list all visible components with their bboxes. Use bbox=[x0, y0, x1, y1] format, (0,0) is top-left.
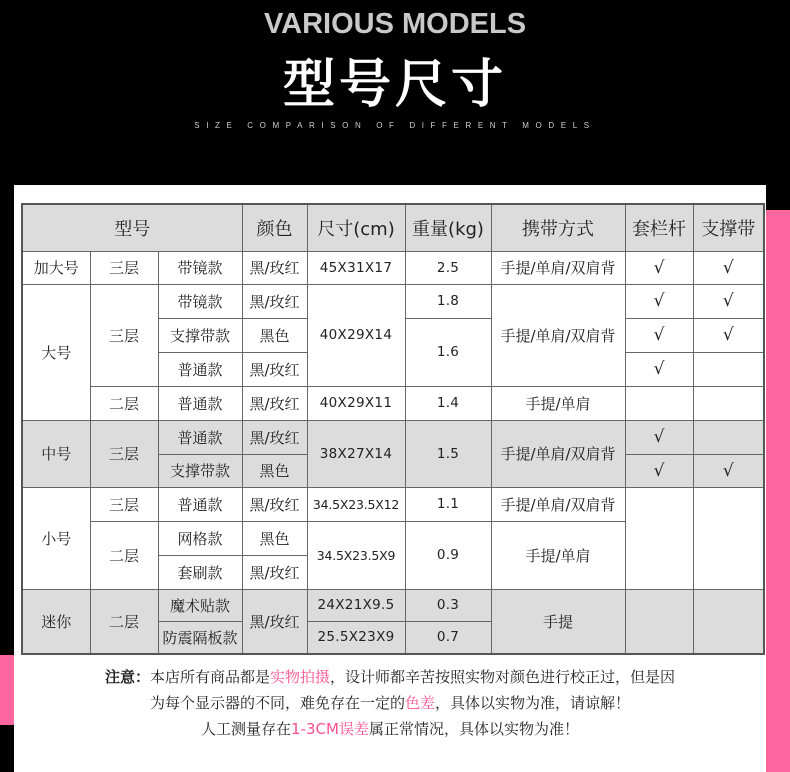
layer-cell: 二层 bbox=[90, 521, 158, 589]
table-row bbox=[22, 251, 764, 284]
size-cell: 38X27X14 bbox=[307, 420, 405, 487]
header-size: 尺寸(cm) bbox=[307, 204, 405, 251]
weight-cell: 1.6 bbox=[405, 318, 491, 386]
carry-cell: 手提/单肩/双肩背 bbox=[491, 487, 625, 521]
strap-empty bbox=[693, 386, 764, 420]
color-cell: 黑色 bbox=[242, 521, 307, 555]
rail-check: √ bbox=[625, 284, 693, 318]
size-cell: 45X31X17 bbox=[307, 251, 405, 284]
rail-check: √ bbox=[625, 251, 693, 284]
notes-text: ，具体以实物为准，请谅解！ bbox=[435, 694, 631, 712]
size-cell: 40X29X11 bbox=[307, 386, 405, 420]
notes-line-1 bbox=[14, 664, 766, 690]
table-row bbox=[22, 420, 764, 454]
header-weight: 重量(kg) bbox=[405, 204, 491, 251]
rail-empty bbox=[625, 487, 693, 589]
notes bbox=[14, 664, 766, 742]
strap-empty bbox=[693, 420, 764, 454]
notes-highlight: 1-3CM误差 bbox=[291, 720, 369, 738]
header-carry: 携带方式 bbox=[491, 204, 625, 251]
layer-cell: 三层 bbox=[90, 251, 158, 284]
style-cell: 普通款 bbox=[158, 352, 242, 386]
table-row bbox=[22, 386, 764, 420]
header-rail: 套栏杆 bbox=[625, 204, 693, 251]
color-cell: 黑色 bbox=[242, 318, 307, 352]
notes-text: 为每个显示器的不同，难免存在一定的 bbox=[149, 694, 405, 712]
notes-highlight: 实物拍摄 bbox=[270, 668, 331, 686]
layer-cell: 三层 bbox=[90, 420, 158, 487]
style-cell: 带镜款 bbox=[158, 251, 242, 284]
table-row bbox=[22, 487, 764, 521]
model-cell: 大号 bbox=[22, 284, 90, 420]
strap-check: √ bbox=[693, 454, 764, 487]
style-cell: 普通款 bbox=[158, 386, 242, 420]
weight-cell: 1.1 bbox=[405, 487, 491, 521]
color-cell: 黑/玫红 bbox=[242, 589, 307, 654]
header-model: 型号 bbox=[22, 204, 242, 251]
rail-check: √ bbox=[625, 352, 693, 386]
rail-empty bbox=[625, 589, 693, 654]
style-cell: 支撑带款 bbox=[158, 454, 242, 487]
subtitle: SIZE COMPARISON OF DIFFERENT MODELS bbox=[194, 121, 596, 130]
title-cn: 型号尺寸 bbox=[282, 55, 507, 115]
rail-check: √ bbox=[625, 318, 693, 352]
notes-line-3 bbox=[14, 716, 766, 742]
carry-cell: 手提/单肩 bbox=[491, 521, 625, 589]
notes-text: 属正常情况，具体以实物为准！ bbox=[368, 720, 579, 738]
weight-cell: 1.5 bbox=[405, 420, 491, 487]
header-color: 颜色 bbox=[242, 204, 307, 251]
carry-cell: 手提/单肩/双肩背 bbox=[491, 420, 625, 487]
notes-label: 注意： bbox=[104, 668, 150, 686]
weight-cell: 2.5 bbox=[405, 251, 491, 284]
carry-cell: 手提 bbox=[491, 589, 625, 654]
rail-empty bbox=[625, 386, 693, 420]
size-table bbox=[21, 203, 765, 655]
carry-cell: 手提/单肩 bbox=[491, 386, 625, 420]
layer-cell: 二层 bbox=[90, 589, 158, 654]
color-cell: 黑/玫红 bbox=[242, 284, 307, 318]
style-cell: 普通款 bbox=[158, 420, 242, 454]
style-cell: 防震隔板款 bbox=[158, 621, 242, 654]
style-cell: 套刷款 bbox=[158, 555, 242, 589]
style-cell: 支撑带款 bbox=[158, 318, 242, 352]
size-cell: 24X21X9.5 bbox=[307, 589, 405, 621]
carry-cell: 手提/单肩/双肩背 bbox=[491, 251, 625, 284]
rail-check: √ bbox=[625, 454, 693, 487]
size-cell: 34.5X23.5X12 bbox=[307, 487, 405, 521]
color-cell: 黑/玫红 bbox=[242, 352, 307, 386]
weight-cell: 0.7 bbox=[405, 621, 491, 654]
strap-check: √ bbox=[693, 284, 764, 318]
style-cell: 魔术贴款 bbox=[158, 589, 242, 621]
style-cell: 带镜款 bbox=[158, 284, 242, 318]
strap-empty bbox=[693, 487, 764, 589]
header-strap: 支撑带 bbox=[693, 204, 764, 251]
model-cell: 中号 bbox=[22, 420, 90, 487]
notes-text: ，设计师都辛苦按照实物对颜色进行校正过，但是因 bbox=[330, 668, 676, 686]
model-cell: 加大号 bbox=[22, 251, 90, 284]
rail-check: √ bbox=[625, 420, 693, 454]
color-cell: 黑/玫红 bbox=[242, 251, 307, 284]
model-cell: 小号 bbox=[22, 487, 90, 589]
style-cell: 普通款 bbox=[158, 487, 242, 521]
size-cell: 40X29X14 bbox=[307, 284, 405, 386]
carry-cell: 手提/单肩/双肩背 bbox=[491, 284, 625, 386]
color-cell: 黑色 bbox=[242, 454, 307, 487]
table-row bbox=[22, 589, 764, 621]
layer-cell: 三层 bbox=[90, 487, 158, 521]
strap-check: √ bbox=[693, 318, 764, 352]
title-en: VARIOUS MODELS bbox=[263, 8, 527, 40]
color-cell: 黑/玫红 bbox=[242, 420, 307, 454]
model-cell: 迷你 bbox=[22, 589, 90, 654]
table-header-row bbox=[22, 204, 764, 251]
color-cell: 黑/玫红 bbox=[242, 555, 307, 589]
table-row bbox=[22, 284, 764, 318]
notes-line-2 bbox=[14, 690, 766, 716]
weight-cell: 0.9 bbox=[405, 521, 491, 589]
strap-check: √ bbox=[693, 251, 764, 284]
size-cell: 34.5X23.5X9 bbox=[307, 521, 405, 589]
weight-cell: 1.4 bbox=[405, 386, 491, 420]
pink-accent-right bbox=[765, 210, 790, 772]
color-cell: 黑/玫红 bbox=[242, 487, 307, 521]
layer-cell: 二层 bbox=[90, 386, 158, 420]
header bbox=[0, 0, 790, 185]
strap-empty bbox=[693, 352, 764, 386]
notes-text: 本店所有商品都是 bbox=[149, 668, 270, 686]
color-cell: 黑/玫红 bbox=[242, 386, 307, 420]
weight-cell: 0.3 bbox=[405, 589, 491, 621]
notes-text: 人工测量存在 bbox=[201, 720, 292, 738]
style-cell: 网格款 bbox=[158, 521, 242, 555]
size-cell: 25.5X23X9 bbox=[307, 621, 405, 654]
strap-empty bbox=[693, 589, 764, 654]
notes-highlight: 色差 bbox=[404, 694, 435, 712]
weight-cell: 1.8 bbox=[405, 284, 491, 318]
layer-cell: 三层 bbox=[90, 284, 158, 386]
